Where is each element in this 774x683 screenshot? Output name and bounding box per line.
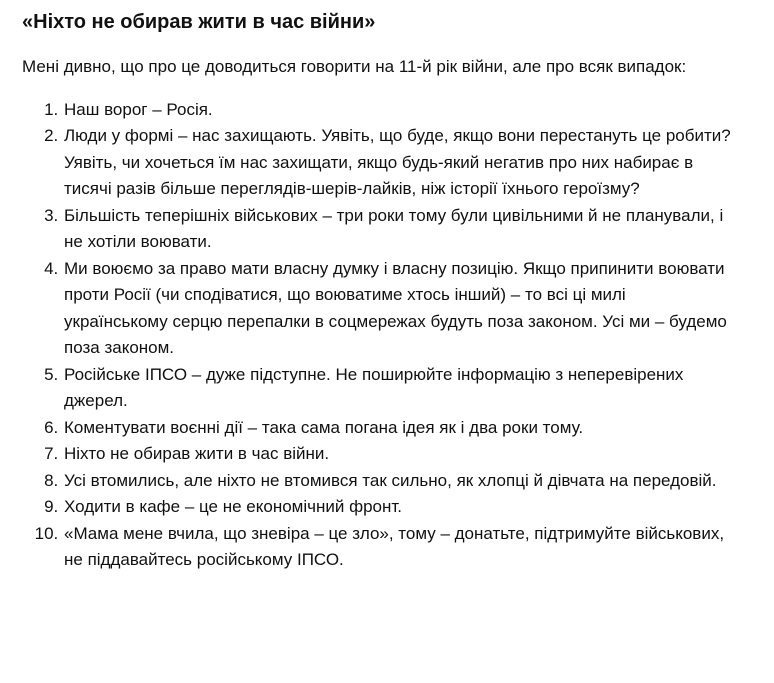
list-item: 2. Люди у формі – нас захищають. Уявіть, що буде, якщо вони перестануть це робити? Уявіть, чи хочеться їм нас захищати, якщо будь-який негатив про них набирає в тисячі разів більше переглядів-шерів-лайків, ніж історії їхнього героїзму? xyxy=(63,123,734,203)
list-item: 6. Коментувати воєнні дії – така сама погана ідея як і два роки тому. xyxy=(63,415,734,442)
article-intro: Мені дивно, що про це доводиться говорити на 11-й рік війни, але про всяк випадок: xyxy=(22,57,687,76)
numbered-list xyxy=(22,97,734,574)
list-item: 1. Наш ворог – Росія. xyxy=(63,97,734,124)
article-title: «Ніхто не обирав жити в час війни» xyxy=(22,11,376,33)
list-item: 9. Ходити в кафе – це не економічний фронт. xyxy=(63,494,734,521)
list-item: 8. Усі втомились, але ніхто не втомився так сильно, як хлопці й дівчата на передовій. xyxy=(63,468,734,495)
list-item: 10. «Мама мене вчила, що зневіра – це зло», тому – донатьте, підтримуйте військових, не піддавайтесь російському ІПСО. xyxy=(63,521,734,574)
list-item: 3. Більшість теперішніх військових – три роки тому були цивільними й не планували, і не хотіли воювати. xyxy=(63,203,734,256)
list-item: 7. Ніхто не обирав жити в час війни. xyxy=(63,441,734,468)
list-item: 4. Ми воюємо за право мати власну думку і власну позицію. Якщо припинити воювати проти Росії (чи сподіватися, що воюватиме хтось інший) – то всі ці милі українському серцю перепалки в соцмережах будуть поза законом. Усі ми – будемо поза законом. xyxy=(63,256,734,362)
article xyxy=(22,8,734,574)
list-item: 5. Російське ІПСО – дуже підступне. Не поширюйте інформацію з неперевірених джерел. xyxy=(63,362,734,415)
